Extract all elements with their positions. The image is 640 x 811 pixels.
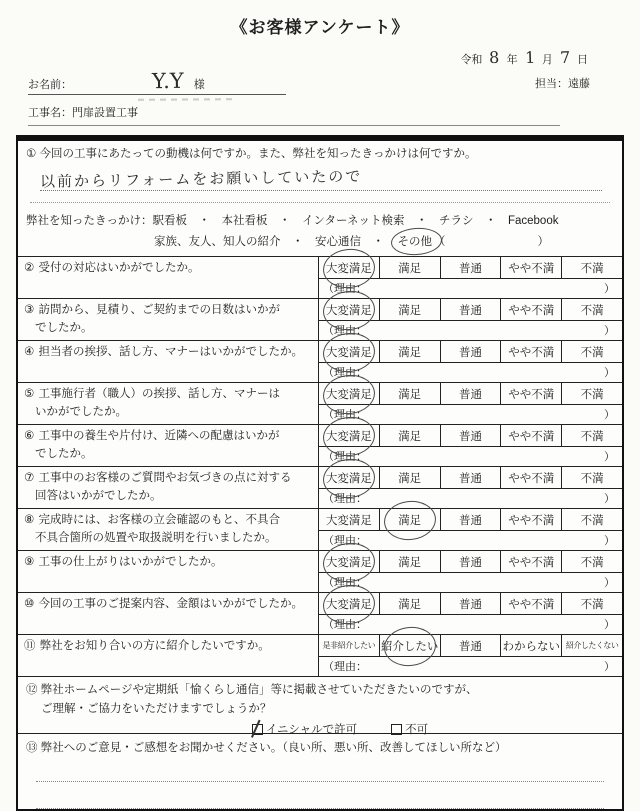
rating-row xyxy=(18,635,622,677)
source-options-line1: 弊社を知ったきっかけ：駅看板 ・ 本社看板 ・ インターネット検索 ・ チラシ ・ Facebook xyxy=(26,215,559,227)
option-cell[interactable] xyxy=(501,383,562,404)
reason-open-label: （理由： xyxy=(323,619,367,631)
option-cell[interactable] xyxy=(319,467,380,488)
question-number: ⑧ xyxy=(24,514,38,526)
option-label: やや不満 xyxy=(508,262,555,275)
reason-field[interactable] xyxy=(319,363,622,382)
option-label: 大変満足 xyxy=(325,472,372,485)
option-label: やや不満 xyxy=(508,304,555,317)
option-cell[interactable] xyxy=(319,593,380,614)
rating-options xyxy=(319,635,622,676)
option-label: 大変満足 xyxy=(325,346,372,359)
option-cell[interactable] xyxy=(501,299,562,320)
checkbox-unchecked-icon[interactable] xyxy=(391,724,402,735)
question-1-text: ① 今回の工事にあたっての動機は何ですか。また、弊社を知ったきっかけは何ですか。 xyxy=(26,148,477,160)
reason-field[interactable] xyxy=(319,405,622,424)
project-name: 工事名：門扉設置工事 xyxy=(28,104,560,126)
day-label: 日 xyxy=(577,54,588,66)
option-cell[interactable] xyxy=(380,635,441,656)
option-cell[interactable] xyxy=(501,257,562,278)
option-label: やや不満 xyxy=(508,430,555,443)
option-cell[interactable] xyxy=(501,341,562,362)
rating-question: ⑤ 工事施行者（職人）の挨拶、話し方、マナーは いかがでしたか。 xyxy=(18,383,319,424)
option-cell[interactable] xyxy=(380,341,441,362)
question-number: ⑤ xyxy=(24,388,38,400)
month-value: 1 xyxy=(524,47,536,68)
option-cell[interactable] xyxy=(441,509,502,530)
option-label: 普通 xyxy=(458,388,482,401)
rating-options xyxy=(319,425,622,466)
option-cell[interactable] xyxy=(319,635,380,656)
rating-row xyxy=(18,383,622,425)
option-label: 不満 xyxy=(580,346,604,359)
rating-row xyxy=(18,509,622,551)
question-1-answer: 以前からリフォームをお願いしていたので xyxy=(39,167,363,191)
option-label: 普通 xyxy=(458,640,482,653)
option-cell[interactable] xyxy=(562,257,622,278)
reason-close-label: ） xyxy=(604,661,615,673)
option-cell[interactable] xyxy=(319,425,380,446)
question-number: ⑥ xyxy=(24,430,38,442)
option-label: 不満 xyxy=(580,388,604,401)
option-label: 普通 xyxy=(458,472,482,485)
name-value: Y.Y xyxy=(151,68,184,94)
option-label: 不満 xyxy=(580,514,604,527)
question-13-heading: ⑬ 弊社へのご意見・ご感想をお聞かせください。（良い所、悪い所、改善してほしい所など） xyxy=(26,742,507,754)
day-value: 7 xyxy=(559,47,571,68)
option-cell[interactable] xyxy=(319,383,380,404)
rating-question: ⑦ 工事中のお客様のご質問やお気づきの点に対する 回答はいかがでしたか。 xyxy=(18,467,319,508)
option-cell[interactable] xyxy=(380,551,441,572)
option-cell[interactable] xyxy=(441,299,502,320)
source-other-label: その他 xyxy=(397,236,432,248)
rating-question: ④ 担当者の挨拶、話し方、マナーはいかがでしたか。 xyxy=(18,341,319,382)
option-cell[interactable] xyxy=(380,299,441,320)
rating-question: ⑩ 今回の工事のご提案内容、金額はいかがでしたか。 xyxy=(18,593,319,634)
option-cell[interactable] xyxy=(501,593,562,614)
reason-open-label: （理由： xyxy=(323,325,367,337)
option-label: 満足 xyxy=(398,598,422,611)
question-12 xyxy=(18,677,622,734)
reason-open-label: （理由： xyxy=(323,493,367,505)
rating-question: ⑧ 完成時には、お客様の立会確認のもと、不具合 不具合箇所の処置や取扱説明を行いましたか。 xyxy=(18,509,319,550)
option-cell[interactable] xyxy=(441,635,502,656)
option-cell[interactable] xyxy=(501,467,562,488)
option-cell[interactable] xyxy=(380,425,441,446)
option-cells xyxy=(319,509,622,531)
option-cell[interactable] xyxy=(441,467,502,488)
option-label: 不満 xyxy=(580,304,604,317)
year-value: 8 xyxy=(489,47,500,68)
reason-close-label: ） xyxy=(604,493,615,505)
reason-close-label: ） xyxy=(604,619,615,631)
option-cell[interactable] xyxy=(501,551,562,572)
option-label: 不満 xyxy=(580,430,604,443)
option-cell[interactable] xyxy=(380,593,441,614)
option-label: 不満 xyxy=(580,262,604,275)
question-1 xyxy=(18,141,622,257)
option-label: 是非紹介したい xyxy=(322,641,376,650)
option-cell[interactable] xyxy=(441,383,502,404)
option-label: 普通 xyxy=(458,556,482,569)
reason-close-label: ） xyxy=(604,283,615,295)
option-cells xyxy=(319,593,622,615)
reason-close-label: ） xyxy=(604,367,615,379)
era-label: 令和 xyxy=(460,54,483,66)
option-label: 大変満足 xyxy=(325,514,372,527)
paren-close: ） xyxy=(537,236,549,248)
option-cell[interactable] xyxy=(562,341,622,362)
reason-close-label: ） xyxy=(604,577,615,589)
option-cell[interactable] xyxy=(380,509,441,530)
option-label: 満足 xyxy=(398,262,422,275)
question-number: ⑩ xyxy=(24,598,38,610)
rating-rows xyxy=(18,257,622,677)
rating-row xyxy=(18,467,622,509)
reason-close-label: ） xyxy=(604,409,615,421)
option-cells xyxy=(319,383,622,405)
option-label: 満足 xyxy=(398,514,422,527)
reason-field[interactable] xyxy=(319,447,622,466)
rating-options xyxy=(319,341,622,382)
option-label: 普通 xyxy=(458,304,482,317)
rating-row xyxy=(18,425,622,467)
option-label: 大変満足 xyxy=(325,388,372,401)
option-cells xyxy=(319,299,622,321)
option-label: 普通 xyxy=(458,430,482,443)
option-cell[interactable] xyxy=(319,257,380,278)
option-label: やや不満 xyxy=(508,556,555,569)
option-cells xyxy=(319,425,622,447)
rating-row xyxy=(18,341,622,383)
rating-options xyxy=(319,593,622,634)
option-label: やや不満 xyxy=(508,514,555,527)
option-cell[interactable] xyxy=(562,383,622,404)
option-label: 紹介したくない xyxy=(565,641,619,650)
month-label: 月 xyxy=(541,54,553,66)
option-label: 大変満足 xyxy=(325,598,372,611)
rating-question: ⑥ 工事中の養生や片付け、近隣への配慮はいかが でしたか。 xyxy=(18,425,319,466)
rating-options xyxy=(319,509,622,550)
option-cell[interactable] xyxy=(501,425,562,446)
consent-allow-label: イニシャルで許可 xyxy=(265,724,358,736)
option-label: 紹介したい xyxy=(380,640,439,653)
rating-row xyxy=(18,593,622,635)
rating-row xyxy=(18,551,622,593)
option-cell[interactable] xyxy=(380,467,441,488)
question-1-blank-line[interactable] xyxy=(30,202,610,203)
option-label: 不満 xyxy=(580,556,604,569)
option-label: 大変満足 xyxy=(325,304,372,317)
source-other-option[interactable] xyxy=(396,233,435,249)
option-cell[interactable] xyxy=(319,509,380,530)
rating-row xyxy=(18,257,622,299)
reason-field[interactable] xyxy=(319,615,622,634)
reason-field[interactable] xyxy=(319,489,622,508)
option-label: 満足 xyxy=(398,304,422,317)
reason-open-label: （理由： xyxy=(323,283,367,295)
option-cell[interactable] xyxy=(441,257,502,278)
page-title: 《お客様アンケート》 xyxy=(230,18,410,37)
erased-handwriting xyxy=(138,96,233,103)
option-cell[interactable] xyxy=(441,341,502,362)
survey-table xyxy=(16,135,624,811)
checkbox-checked-icon[interactable] xyxy=(252,724,263,735)
option-cell[interactable] xyxy=(562,635,622,656)
reason-close-label: ） xyxy=(604,451,615,463)
rating-row xyxy=(18,299,622,341)
option-cell[interactable] xyxy=(562,299,622,320)
option-cells xyxy=(319,341,622,363)
question-1-answer-field[interactable] xyxy=(40,163,602,191)
option-label: 普通 xyxy=(458,346,482,359)
reason-open-label: （理由： xyxy=(323,451,367,463)
rating-options xyxy=(319,299,622,340)
question-number: ⑪ xyxy=(24,640,39,652)
option-cell[interactable] xyxy=(441,593,502,614)
source-options-line2 xyxy=(26,233,614,249)
option-label: 普通 xyxy=(458,598,482,611)
rating-options xyxy=(319,467,622,508)
comment-line-1[interactable] xyxy=(36,781,604,782)
option-label: やや不満 xyxy=(508,346,555,359)
option-label: やや不満 xyxy=(508,472,555,485)
year-label: 年 xyxy=(506,54,518,66)
rating-question: ③ 訪問から、見積り、ご契約までの日数はいかが でしたか。 xyxy=(18,299,319,340)
question-number: ⑦ xyxy=(24,472,38,484)
option-label: 普通 xyxy=(458,262,482,275)
reason-open-label: （理由： xyxy=(323,661,367,673)
comment-line-2[interactable] xyxy=(36,808,604,809)
option-cell[interactable] xyxy=(441,551,502,572)
question-12-line2: ご理解・ご協力をいただけますでしょうか？ xyxy=(41,703,272,715)
reason-close-label: ） xyxy=(604,325,615,337)
option-cell[interactable] xyxy=(441,425,502,446)
reason-close-label: ） xyxy=(604,535,615,547)
option-label: 大変満足 xyxy=(325,430,372,443)
option-label: 満足 xyxy=(398,430,422,443)
rating-options xyxy=(319,383,622,424)
reason-field[interactable] xyxy=(319,657,622,676)
option-cell[interactable] xyxy=(319,551,380,572)
option-cell[interactable] xyxy=(501,509,562,530)
option-label: 満足 xyxy=(398,556,422,569)
question-number: ④ xyxy=(24,346,38,358)
option-cells xyxy=(319,635,622,657)
option-label: 満足 xyxy=(398,472,422,485)
option-cell[interactable] xyxy=(562,509,622,530)
reason-open-label: （理由： xyxy=(323,409,367,421)
name-field[interactable] xyxy=(28,69,286,95)
paren-open: （ xyxy=(434,236,446,248)
reason-field[interactable] xyxy=(319,279,622,298)
option-cell[interactable] xyxy=(380,257,441,278)
option-cells xyxy=(319,551,622,573)
option-cell[interactable] xyxy=(562,425,622,446)
option-label: わからない xyxy=(502,640,561,653)
reason-open-label: （理由： xyxy=(323,367,367,379)
option-label: 満足 xyxy=(398,346,422,359)
reason-open-label: （理由： xyxy=(323,577,367,589)
reason-open-label: （理由： xyxy=(323,535,367,547)
reason-field[interactable] xyxy=(319,321,622,340)
option-label: やや不満 xyxy=(508,598,555,611)
option-cell[interactable] xyxy=(562,467,622,488)
rating-question: ⑨ 工事の仕上がりはいかがでしたか。 xyxy=(18,551,319,592)
question-number: ⑨ xyxy=(24,556,38,568)
question-number: ② xyxy=(24,262,38,274)
option-cell[interactable] xyxy=(380,383,441,404)
option-label: 普通 xyxy=(458,514,482,527)
consent-deny-label: 不可 xyxy=(405,724,429,736)
option-label: やや不満 xyxy=(508,388,555,401)
reason-field[interactable] xyxy=(319,531,622,550)
rating-question: ⑪ 弊社をお知り合いの方に紹介したいですか。 xyxy=(18,635,319,676)
name-row xyxy=(28,69,612,95)
name-honorific: 様 xyxy=(193,79,205,91)
option-label: 不満 xyxy=(580,598,604,611)
source-line2-prefix: 家族、友人、知人の紹介 ・ 安心通信 ・ xyxy=(154,236,396,248)
rating-question: ② 受付の対応はいかがでしたか。 xyxy=(18,257,319,298)
reason-field[interactable] xyxy=(319,573,622,592)
option-cell[interactable] xyxy=(501,635,562,656)
name-label: お名前： xyxy=(28,79,72,91)
question-13 xyxy=(18,734,622,809)
option-label: 大変満足 xyxy=(325,556,372,569)
option-cells xyxy=(319,257,622,279)
option-label: 満足 xyxy=(398,388,422,401)
rating-options xyxy=(319,257,622,298)
option-label: 不満 xyxy=(580,472,604,485)
staff-label: 担当：遠藤 xyxy=(535,78,590,90)
date-line xyxy=(0,48,640,67)
option-cell[interactable] xyxy=(319,341,380,362)
option-cells xyxy=(319,467,622,489)
option-cell[interactable] xyxy=(319,299,380,320)
question-12-line1: ⑫ 弊社ホームページや定期紙「愉くらし通信」等に掲載させていただきたいのですが、 xyxy=(26,684,478,696)
question-number: ③ xyxy=(24,304,38,316)
rating-options xyxy=(319,551,622,592)
option-cell[interactable] xyxy=(562,593,622,614)
option-label: 大変満足 xyxy=(325,262,372,275)
option-cell[interactable] xyxy=(562,551,622,572)
